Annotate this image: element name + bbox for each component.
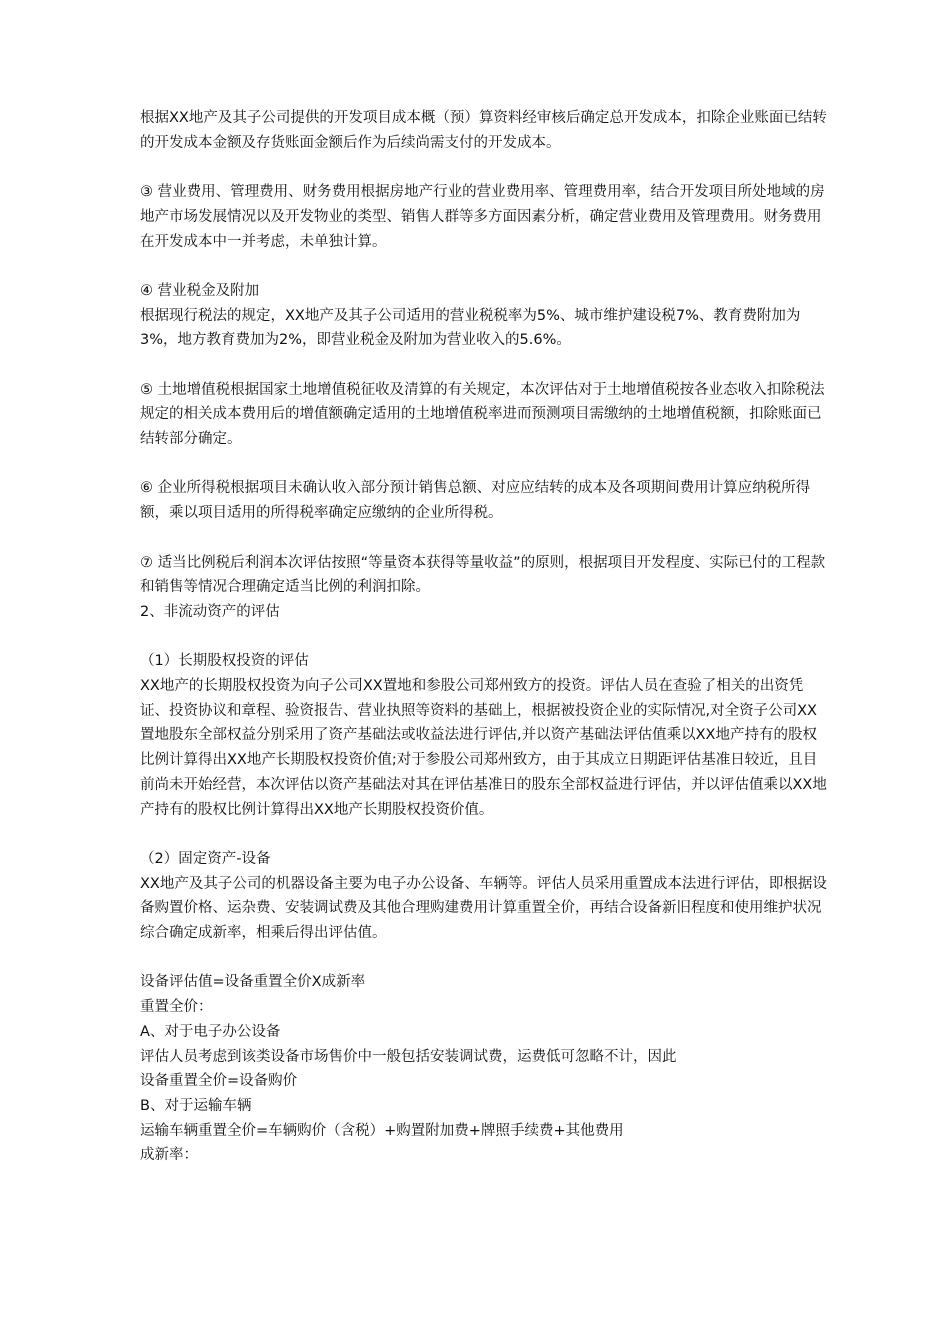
- heading-fixed-assets: （2）固定资产-设备: [140, 850, 271, 867]
- heading-long-term-equity: （1）长期股权投资的评估: [140, 653, 309, 670]
- formula-equipment-value: 设备评估值=设备重置全价X成新率: [140, 974, 366, 991]
- formula-vehicles: 运输车辆重置全价=车辆购价（含税）+购置附加费+牌照手续费+其他费用: [140, 1122, 624, 1139]
- heading-vehicles: B、对于运输车辆: [140, 1098, 252, 1114]
- paragraph-land-vat: ⑤ 土地增值税根据国家土地增值税征收及清算的有关规定，本次评估对于土地增值税按各业态收入扣除税法规定的相关成本费用后的增值额确定适用的土地增值税率进而预测项目需缴纳的土地增值税额，扣除账面已结转部分确定。: [140, 381, 825, 448]
- paragraph-office-equipment: 评估人员考虑到该类设备市场售价中一般包括安装调试费，运费低可忽略不计，因此: [140, 1048, 677, 1065]
- heading-non-current-assets: 2、非流动资产的评估: [140, 603, 280, 620]
- label-newness-rate: 成新率：: [140, 1147, 198, 1164]
- label-replacement-cost: 重置全价：: [140, 999, 213, 1016]
- paragraph-operating-expenses: ③ 营业费用、管理费用、财务费用根据房地产行业的营业费用率、管理费用率，结合开发项目所处地域的房地产市场发展情况以及开发物业的类型、销售人群等多方面因素分析，确定营业费用及管理费用。财务费用在开发成本中一并考虑，未单独计算。: [140, 184, 825, 250]
- paragraph-after-tax-profit: ⑦ 适当比例税后利润本次评估按照“等量资本获得等量收益”的原则，根据项目开发程度、实际已付的工程款和销售等情况合理确定适当比例的利润扣除。: [140, 554, 826, 596]
- paragraph-business-tax: 根据现行税法的规定，XX地产及其子公司适用的营业税税率为5%、城市维护建设税7%、教育费附加为3%，地方教育费加为2%，即营业税金及附加为营业收入的5.6%。: [140, 307, 801, 349]
- paragraph-long-term-equity: XX地产的长期股权投资为向子公司XX置地和参股公司郑州致方的投资。评估人员在查验了相关的出资凭证、投资协议和章程、验资报告、营业执照等资料的基础上，根据被投资企业的实际情况,对全资子公司XX置地股东全部权益分别采用了资产基础法或收益法进行评估,并以资产基础法评估值乘以XX地产持有的股权比例计算得出XX地产长期股权投资价值;对于参股公司郑州致方，由于其成立日期距评估基准日较近，且目前尚未开始经营，本次评估以资产基础法对其在评估基准日的股东全部权益进行评估，并以评估值乘以XX地产持有的股权比例计算得出XX地产长期股权投资价值。: [140, 678, 827, 818]
- paragraph-development-cost: 根据XX地产及其子公司提供的开发项目成本概（预）算资料经审核后确定总开发成本，扣除企业账面已结转的开发成本金额及存货账面金额后作为后续尚需支付的开发成本。: [140, 110, 827, 151]
- heading-business-tax: ④ 营业税金及附加: [140, 282, 260, 299]
- formula-office-equipment: 设备重置全价=设备购价: [140, 1073, 298, 1090]
- paragraph-income-tax: ⑥ 企业所得税根据项目未确认收入部分预计销售总额、对应应结转的成本及各项期间费用计算应纳税所得额，乘以项目适用的所得税率确定应缴纳的企业所得税。: [140, 480, 811, 522]
- paragraph-fixed-assets: XX地产及其子公司的机器设备主要为电子办公设备、车辆等。评估人员采用重置成本法进行评估，即根据设备购置价格、运杂费、安装调试费及其他合理购建费用计算重置全价，再结合设备新旧程度和使用维护状况综合确定成新率，相乘后得出评估值。: [140, 875, 827, 942]
- document-page: [140, 106, 830, 1168]
- heading-office-equipment: A、对于电子办公设备: [140, 1023, 281, 1040]
